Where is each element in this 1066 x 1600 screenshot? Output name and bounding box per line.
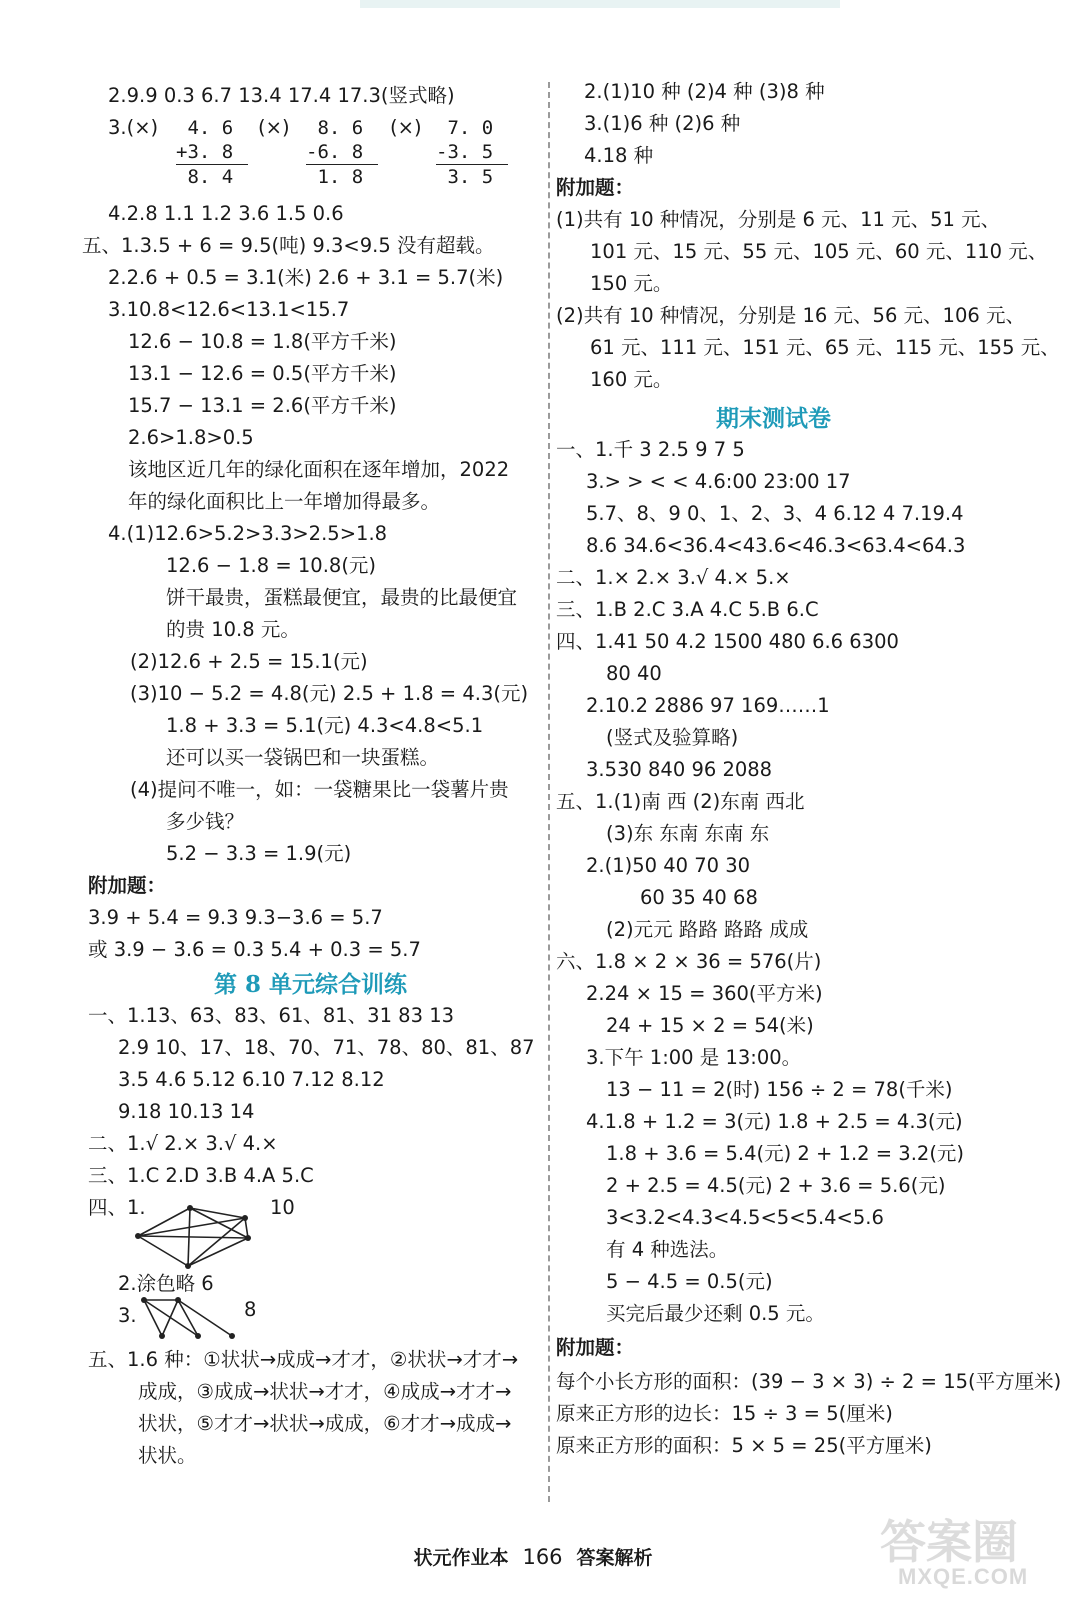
answer-line: (2)12.6 + 2.5 = 15.1(元) bbox=[130, 650, 368, 673]
answer-line: 五、1.3.5 + 6 = 9.5(吨) 9.3<9.5 没有超载。 bbox=[82, 234, 495, 257]
answer-line: 8.6 34.6<36.4<43.6<46.3<63.4<64.3 bbox=[586, 534, 966, 557]
answer-line: 三、1.B 2.C 3.A 4.C 5.B 6.C bbox=[556, 598, 819, 621]
answer-line: 3.10.8<12.6<13.1<15.7 bbox=[108, 298, 350, 321]
answer-line: 3.(1)6 种 (2)6 种 bbox=[584, 112, 741, 135]
answer-line: 2 + 2.5 = 4.5(元) 2 + 3.6 = 5.6(元) bbox=[606, 1174, 946, 1197]
answer-line: 二、1.√ 2.× 3.√ 4.× bbox=[88, 1132, 278, 1155]
answer-line: 2.(1)10 种 (2)4 种 (3)8 种 bbox=[584, 80, 825, 103]
answer-line: 10 bbox=[270, 1196, 295, 1219]
answer-line: 3.9 + 5.4 = 9.3 9.3−3.6 = 5.7 bbox=[88, 906, 383, 929]
answer-line: 2.6>1.8>0.5 bbox=[128, 426, 254, 449]
answer-line: 原来正方形的边长：15 ÷ 3 = 5(厘米) bbox=[556, 1402, 893, 1425]
answer-line: 买完后最少还剩 0.5 元。 bbox=[606, 1302, 825, 1325]
answer-line: 9.18 10.13 14 bbox=[118, 1100, 255, 1123]
answer-line: (×) bbox=[390, 116, 422, 139]
answer-line: (3)10 − 5.2 = 4.8(元) 2.5 + 1.8 = 4.3(元) bbox=[130, 682, 529, 705]
answer-line: (2)共有 10 种情况，分别是 16 元、56 元、106 元、 bbox=[556, 304, 1025, 327]
section-heading: 期末测试卷 bbox=[716, 405, 831, 432]
answer-line: 13 − 11 = 2(时) 156 ÷ 2 = 78(千米) bbox=[606, 1078, 953, 1101]
answer-line: 有 4 种选法。 bbox=[606, 1238, 729, 1261]
answer-line: 四、1.41 50 4.2 1500 480 6.6 6300 bbox=[556, 630, 899, 653]
page-number: 166 bbox=[522, 1545, 563, 1569]
book-title: 状元作业本 bbox=[413, 1547, 509, 1569]
answer-line: (竖式及验算略) bbox=[606, 726, 739, 749]
answer-line: 该地区近几年的绿化面积在逐年增加，2022 bbox=[128, 458, 510, 481]
answer-line: 2.2.6 + 0.5 = 3.1(米) 2.6 + 3.1 = 5.7(米) bbox=[108, 266, 504, 289]
answer-line: 60 35 40 68 bbox=[640, 886, 758, 909]
watermark-url: MXQE.COM bbox=[898, 1564, 1029, 1589]
answer-line: 多少钱？ bbox=[166, 810, 245, 833]
section-label: 附加题： bbox=[556, 176, 635, 199]
answer-line: 饼干最贵，蛋糕最便宜，最贵的比最便宜 bbox=[166, 586, 518, 609]
answer-line: 一、1.13、63、83、61、81、31 83 13 bbox=[88, 1004, 455, 1027]
answer-line: 还可以买一袋锅巴和一块蛋糕。 bbox=[166, 746, 440, 769]
answer-line: (1)共有 10 种情况，分别是 6 元、11 元、51 元、 bbox=[556, 208, 1001, 231]
answer-line: (4)提问不唯一，如：一袋糖果比一袋薯片贵 bbox=[130, 778, 509, 801]
answer-line: 160 元。 bbox=[590, 368, 673, 391]
answer-line: 1.8 + 3.3 = 5.1(元) 4.3<4.8<5.1 bbox=[166, 714, 484, 737]
answer-line: 的贵 10.8 元。 bbox=[166, 618, 300, 641]
answer-line: 3<3.2<4.3<4.5<5<5.4<5.6 bbox=[606, 1206, 884, 1229]
answer-line: 5.7、8、9 0、1、2、3、4 6.12 4 7.19.4 bbox=[586, 502, 964, 525]
line-graph-diagram bbox=[130, 1200, 260, 1274]
answer-line: 年的绿化面积比上一年增加得最多。 bbox=[128, 490, 441, 513]
answer-line: 3.5 4.6 5.12 6.10 7.12 8.12 bbox=[118, 1068, 385, 1091]
answer-line: (3)东 东南 东南 东 bbox=[606, 822, 770, 845]
vertical-calculation: 7. 0 -3. 5 3. 5 bbox=[436, 116, 508, 189]
answer-line: 4.18 种 bbox=[584, 144, 654, 167]
answer-line: 六、1.8 × 2 × 36 = 576(片) bbox=[556, 950, 822, 973]
section-label: 附加题： bbox=[88, 874, 167, 897]
answer-line: 五、1.6 种：①状状→成成→才才，②状状→才才→ bbox=[88, 1348, 519, 1371]
vertical-calculation: 8. 6 -6. 8 1. 8 bbox=[306, 116, 378, 189]
answer-line: 或 3.9 − 3.6 = 0.3 5.4 + 0.3 = 5.7 bbox=[88, 938, 421, 961]
answer-line: 15.7 − 13.1 = 2.6(平方千米) bbox=[128, 394, 397, 417]
vertical-calculation: 4. 6 +3. 8 8. 4 bbox=[176, 116, 248, 189]
answer-line: 原来正方形的面积：5 × 5 = 25(平方厘米) bbox=[556, 1434, 932, 1457]
answer-line: 12.6 − 10.8 = 1.8(平方千米) bbox=[128, 330, 397, 353]
answer-line: 5.2 − 3.3 = 1.9(元) bbox=[166, 842, 352, 865]
section-label: 附加题： bbox=[556, 1336, 635, 1359]
answer-line: 150 元。 bbox=[590, 272, 673, 295]
answer-line: 4.(1)12.6>5.2>3.3>2.5>1.8 bbox=[108, 522, 388, 545]
answer-line: 101 元、15 元、55 元、105 元、60 元、110 元、 bbox=[590, 240, 1048, 263]
handshake-diagram bbox=[138, 1296, 238, 1342]
answer-line: 3. bbox=[118, 1304, 137, 1327]
answer-line: 8 bbox=[244, 1298, 257, 1321]
answer-line: (2)元元 路路 路路 成成 bbox=[606, 918, 809, 941]
answer-line: 1.8 + 3.6 = 5.4(元) 2 + 1.2 = 3.2(元) bbox=[606, 1142, 965, 1165]
answer-line: 2.(1)50 40 70 30 bbox=[586, 854, 751, 877]
answer-line: 一、1.千 3 2.5 9 7 5 bbox=[556, 438, 745, 461]
answer-line: 13.1 − 12.6 = 0.5(平方千米) bbox=[128, 362, 397, 385]
answer-line: 成成，③成成→状状→才才，④成成→才才→ bbox=[138, 1380, 512, 1403]
answer-line: 2.涂色略 6 bbox=[118, 1272, 214, 1295]
answer-line: 状状。 bbox=[138, 1444, 197, 1467]
answer-line: 5 − 4.5 = 0.5(元) bbox=[606, 1270, 773, 1293]
answer-line: 2.9 10、17、18、70、71、78、80、81、87 bbox=[118, 1036, 535, 1059]
answer-line: 五、1.(1)南 西 (2)东南 西北 bbox=[556, 790, 805, 813]
answer-line: 每个小长方形的面积：(39 − 3 × 3) ÷ 2 = 15(平方厘米) bbox=[556, 1370, 1062, 1393]
answer-line: 12.6 − 1.8 = 10.8(元) bbox=[166, 554, 377, 577]
answer-line: 4.1.8 + 1.2 = 3(元) 1.8 + 2.5 = 4.3(元) bbox=[586, 1110, 963, 1133]
answer-line: 4.2.8 1.1 1.2 3.6 1.5 0.6 bbox=[108, 202, 344, 225]
column-divider bbox=[548, 82, 550, 1502]
answer-line: 24 + 15 × 2 = 54(米) bbox=[606, 1014, 814, 1037]
answer-line: 3.下午 1:00 是 13:00。 bbox=[586, 1046, 802, 1069]
footer-label: 答案解析 bbox=[576, 1547, 653, 1569]
answer-line: 3.(×) bbox=[108, 116, 159, 139]
answer-line: 61 元、111 元、151 元、65 元、115 元、155 元、 bbox=[590, 336, 1060, 359]
answer-line: 状状，⑤才才→状状→成成，⑥才才→成成→ bbox=[138, 1412, 512, 1435]
answer-line: 二、1.× 2.× 3.√ 4.× 5.× bbox=[556, 566, 791, 589]
answer-line: 三、1.C 2.D 3.B 4.A 5.C bbox=[88, 1164, 314, 1187]
answer-line: 四、1. bbox=[88, 1196, 146, 1219]
answer-line: (×) bbox=[258, 116, 290, 139]
answer-line: 80 40 bbox=[606, 662, 662, 685]
watermark-logo bbox=[880, 1500, 1060, 1600]
answer-line: 3.> > < < 4.6:00 23:00 17 bbox=[586, 470, 851, 493]
answer-line: 2.9.9 0.3 6.7 13.4 17.4 17.3(竖式略) bbox=[108, 84, 455, 107]
answer-line: 2.24 × 15 = 360(平方米) bbox=[586, 982, 823, 1005]
answer-line: 2.10.2 2886 97 169……1 bbox=[586, 694, 830, 717]
watermark-title: 答案圈 bbox=[880, 1515, 1018, 1569]
top-color-strip bbox=[360, 0, 840, 8]
section-heading: 第 8 单元综合训练 bbox=[214, 971, 408, 998]
answer-line: 3.530 840 96 2088 bbox=[586, 758, 773, 781]
